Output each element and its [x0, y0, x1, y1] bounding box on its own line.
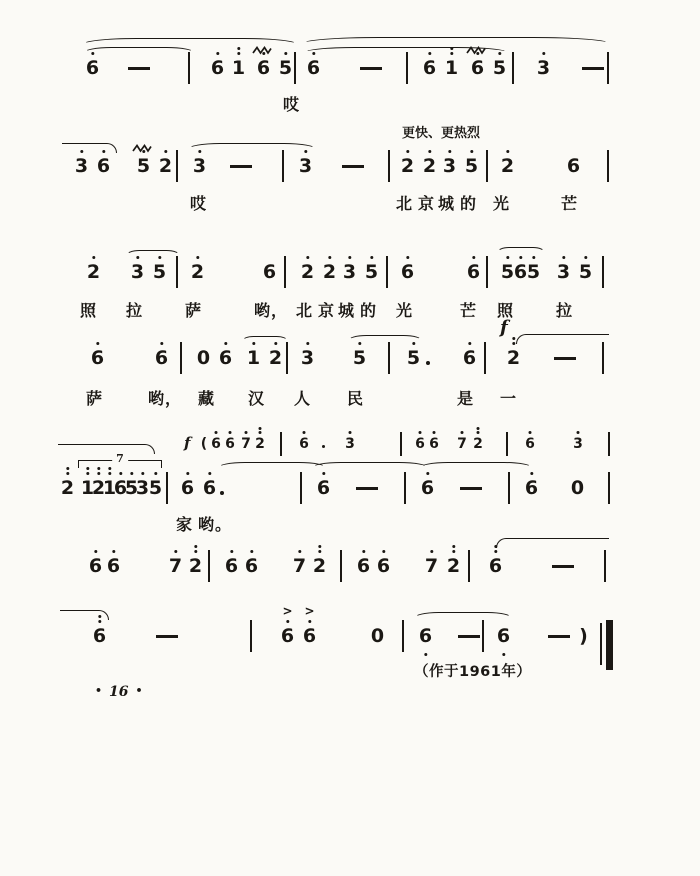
lyric-text: 芒: [561, 194, 579, 213]
tie-hook: [60, 610, 109, 620]
octave-dots-above: [419, 430, 422, 435]
lyric-text: 是: [457, 389, 475, 408]
lyric-text: 哟，: [148, 389, 183, 408]
note-6: 6: [376, 556, 391, 577]
octave-dots-above: [224, 340, 227, 347]
note-2: 2: [188, 556, 203, 577]
note-6: 6: [470, 58, 485, 79]
barline: [608, 472, 610, 504]
note-6: 6: [356, 556, 371, 577]
note-6: 6: [88, 556, 103, 577]
tuplet-number: 7: [112, 453, 128, 464]
parenthesis: (: [200, 436, 208, 452]
note-6: 6: [210, 58, 225, 79]
note-1: 1: [231, 58, 246, 79]
octave-dots-above: [468, 340, 471, 347]
accent-mark: >: [282, 604, 293, 618]
page-bullet-icon: •: [95, 684, 103, 697]
note-6: 6: [316, 478, 331, 499]
note-5: 5: [136, 156, 151, 177]
mordent-icon: [252, 40, 272, 49]
note-6: 6: [106, 556, 121, 577]
lyric-text: 城: [438, 194, 456, 213]
tie-hook: [516, 334, 609, 344]
note-6: 6: [202, 478, 217, 499]
note-2: 2: [322, 262, 337, 283]
note-6: 6: [524, 478, 539, 499]
octave-dots-above: [328, 254, 331, 261]
barline: [166, 472, 168, 504]
duration-dash: [360, 67, 382, 70]
octave-dots-above: [362, 548, 365, 555]
octave-dots-above: [130, 470, 133, 477]
octave-dots-above: [370, 254, 373, 261]
octave-dots-above: [406, 148, 409, 155]
note-6: 6: [566, 155, 581, 177]
lyric-text: 的: [360, 301, 378, 320]
duration-dash: [552, 565, 574, 568]
octave-dots-above: [96, 340, 99, 347]
lyric-text: 照: [497, 301, 515, 320]
octave-dots-above: [250, 548, 253, 555]
note-7: 7: [424, 556, 439, 577]
octave-dots-above: [406, 254, 409, 261]
note-3: 3: [135, 478, 150, 499]
duration-dash: [554, 357, 576, 360]
duration-dash: [342, 165, 364, 168]
lyric-text: 藏: [198, 389, 216, 408]
note-2: 2: [86, 262, 101, 283]
octave-dots-above: [448, 148, 451, 155]
note-2: 2: [446, 556, 461, 577]
note-3: 3: [556, 262, 571, 283]
lyric-text: 民: [347, 389, 365, 408]
note-6: 6: [400, 262, 415, 283]
note-6: 6: [96, 156, 111, 177]
lyric-text: 光: [396, 301, 414, 320]
barline: [208, 550, 210, 582]
octave-dots-above: [470, 148, 473, 155]
octave-dots-above: [382, 548, 385, 555]
duration-dash: [582, 67, 604, 70]
barline: [180, 342, 182, 374]
mordent-icon: [466, 40, 486, 49]
note-6: 6: [496, 626, 511, 647]
note-6: 6: [85, 58, 100, 79]
page-bullet-icon: •: [135, 684, 143, 697]
barline: [176, 150, 178, 182]
slur-tie-arc: [242, 336, 288, 346]
octave-dot-below: [424, 651, 427, 658]
note-5: 5: [406, 348, 421, 369]
note-6: 6: [420, 478, 435, 499]
octave-dots-above: [215, 430, 218, 435]
barline: [340, 550, 342, 582]
octave-dots-above: [584, 254, 587, 261]
note-6: 6: [306, 58, 321, 79]
barline: [486, 256, 488, 288]
note-5: 5: [124, 478, 139, 499]
final-bar-thick: [606, 620, 613, 670]
octave-dots-above: [216, 50, 219, 57]
note-2: 2: [91, 478, 106, 499]
barline: [388, 150, 390, 182]
lyric-text: 人: [294, 389, 312, 408]
note-6: 6: [524, 436, 536, 452]
lyric-text: 照: [80, 301, 98, 320]
final-double-barline: [600, 626, 614, 676]
lyric-text: 哟，: [254, 301, 289, 320]
note-6: 6: [224, 436, 236, 452]
barline: [506, 432, 508, 456]
lyric-text: 芒: [460, 301, 478, 320]
note-6: 6: [462, 348, 477, 369]
octave-dots-above: [348, 254, 351, 261]
note-2: 2: [422, 156, 437, 177]
note-1: 1: [444, 58, 459, 79]
tie-hook: [62, 143, 117, 153]
octave-dots-above: [92, 254, 95, 261]
duration-dash: [460, 487, 482, 490]
octave-dots-above: [164, 148, 167, 155]
slur-tie-arc: [126, 250, 180, 261]
note-6: 6: [224, 556, 239, 577]
barline: [484, 342, 486, 374]
note-7: 7: [240, 436, 252, 452]
note-5: 5: [278, 58, 293, 79]
barline: [468, 550, 470, 582]
barline: [602, 342, 604, 374]
lyric-text: 光: [493, 194, 511, 213]
note-6: 6: [113, 478, 128, 499]
octave-dots-above: [160, 340, 163, 347]
note-3: 3: [74, 156, 89, 177]
slur-tie-arc: [414, 612, 512, 624]
lyric-text: 哎: [283, 95, 301, 114]
octave-dots-above: [306, 340, 309, 347]
note-6: 6: [154, 348, 169, 369]
note-6: 6: [466, 262, 481, 283]
duration-dash: [128, 67, 150, 70]
octave-dots-above: [562, 254, 565, 261]
octave-dots-above: [512, 335, 515, 347]
barline: [400, 432, 402, 456]
barline: [402, 620, 404, 652]
octave-dots-above: [284, 50, 287, 57]
barline: [608, 432, 610, 456]
note-6: 6: [180, 478, 195, 499]
note-5: 5: [152, 262, 167, 283]
slur-tie-arc: [218, 462, 326, 473]
note-3: 3: [300, 348, 315, 369]
composition-date-note: （作于1961年）: [414, 664, 532, 680]
octave-dots-above: [428, 148, 431, 155]
barline: [482, 620, 484, 652]
lyric-text: 一: [500, 389, 518, 408]
note-6: 6: [218, 348, 233, 369]
lyric-text: 萨: [185, 301, 203, 320]
octave-dots-above: [303, 430, 306, 435]
barline: [607, 150, 609, 182]
lyric-text: 的: [460, 194, 478, 213]
note-6: 6: [298, 436, 310, 452]
note-5: 5: [578, 262, 593, 283]
note-2: 2: [400, 156, 415, 177]
octave-dots-above: [186, 470, 189, 477]
lyric-text: 拉: [556, 301, 574, 320]
octave-dots-above: [94, 548, 97, 555]
octave-dots-above: [306, 254, 309, 261]
barline: [388, 342, 390, 374]
rest-note: 0: [570, 477, 585, 499]
octave-dots-above: [194, 543, 197, 555]
barline: [286, 342, 288, 374]
note-6: > 6: [280, 604, 295, 647]
octave-dots-above: [259, 425, 262, 435]
note-5: 5: [464, 156, 479, 177]
note-2: 2: [158, 156, 173, 177]
lyric-text: 城: [338, 301, 356, 320]
note-1: 1: [80, 478, 95, 499]
barline: [280, 432, 282, 456]
note-6: 6: [90, 348, 105, 369]
note-3: 3: [192, 156, 207, 177]
duration-dash: [548, 635, 570, 638]
octave-dots-above: [230, 548, 233, 555]
accent-mark: >: [304, 604, 315, 618]
note-6: 6: [422, 58, 437, 79]
duration-dash: [230, 165, 252, 168]
lyric-text: 北: [296, 301, 314, 320]
note-5: 5: [500, 262, 515, 283]
duration-dash: [356, 487, 378, 490]
octave-dots-above: [308, 618, 311, 625]
mordent-icon: [132, 138, 152, 147]
octave-dots-above: [318, 543, 321, 555]
tie-hook: [496, 538, 609, 548]
octave-dots-above: [196, 254, 199, 261]
parenthesis: ): [579, 625, 588, 647]
octave-dots-above: [245, 430, 248, 435]
tempo-text: 更快、更热烈: [402, 126, 481, 141]
note-3: 3: [130, 262, 145, 283]
barline: [188, 52, 190, 84]
note-2: 2: [300, 262, 315, 283]
octave-dots-above: [530, 470, 533, 477]
note-6: 6: [244, 556, 259, 577]
note-2: 2: [254, 436, 266, 452]
octave-dots-above: [542, 50, 545, 57]
barline: [607, 52, 609, 84]
note-3: 3: [572, 436, 584, 452]
note-7: 7: [168, 556, 183, 577]
dynamic-f: f: [184, 434, 191, 452]
note-6: 6: [262, 261, 277, 283]
note-6: 6: [488, 556, 503, 577]
note-6: > 6: [302, 604, 317, 647]
augmentation-dot: [322, 445, 325, 448]
note-5: 5: [492, 58, 507, 79]
note-3: 3: [344, 436, 356, 452]
note-2: 2: [190, 262, 205, 283]
note-5: 5: [352, 348, 367, 369]
dynamic-f: f: [500, 317, 508, 338]
note-5: 5: [526, 262, 541, 283]
note-7: 7: [456, 436, 468, 452]
note-3: 3: [442, 156, 457, 177]
octave-dots-above: [430, 548, 433, 555]
note-2: 2: [506, 348, 521, 369]
octave-dots-above: [119, 470, 122, 477]
barline: [604, 550, 606, 582]
octave-dots-above: [529, 430, 532, 435]
slur-tie-arc: [312, 462, 428, 473]
barline: [294, 52, 296, 84]
slur-tie-arc: [188, 143, 316, 155]
note-5: 5: [148, 478, 163, 499]
rest-note: 0: [196, 347, 211, 369]
slur-tie-arc: [497, 247, 545, 258]
octave-dots-above: [477, 425, 480, 435]
barline: [486, 150, 488, 182]
barline: [176, 256, 178, 288]
page-number: [88, 684, 150, 700]
note-3: 3: [536, 58, 551, 79]
octave-dots-above: [433, 430, 436, 435]
octave-dots-above: [112, 548, 115, 555]
octave-dots-above: [298, 548, 301, 555]
note-6: 6: [92, 626, 107, 647]
note-2: 2: [312, 556, 327, 577]
barline: [386, 256, 388, 288]
note-2: 2: [472, 436, 484, 452]
lyric-text: 京: [418, 194, 436, 213]
lyric-text: 家: [176, 515, 194, 534]
note-1: 1: [246, 348, 261, 369]
lyric-text: 汉: [248, 389, 266, 408]
octave-dots-above: [506, 148, 509, 155]
note-7: 7: [292, 556, 307, 577]
note-6: 6: [256, 58, 271, 79]
note-3: 3: [298, 156, 313, 177]
note-6: 6: [414, 436, 426, 452]
octave-dots-above: [141, 470, 144, 477]
note-6: 6: [210, 436, 222, 452]
octave-dots-above: [174, 548, 177, 555]
note-2: 2: [500, 156, 515, 177]
note-1: 1: [102, 478, 117, 499]
barline: [508, 472, 510, 504]
augmentation-dot: [426, 361, 430, 365]
duration-dash: [156, 635, 178, 638]
lyric-text: 京: [318, 301, 336, 320]
tie-hook: [58, 444, 155, 454]
octave-dots-above: [577, 430, 580, 435]
note-2: 2: [268, 348, 283, 369]
octave-dots-above: [349, 430, 352, 435]
octave-dots-above: [452, 543, 455, 555]
octave-dots-above: [66, 465, 69, 477]
augmentation-dot: [220, 491, 224, 495]
barline: [284, 256, 286, 288]
note-6: 6: [418, 626, 433, 647]
note-5: 5: [364, 262, 379, 283]
lyric-text: 萨: [86, 389, 104, 408]
barline: [300, 472, 302, 504]
rest-note: 0: [370, 625, 385, 647]
note-2: 2: [60, 478, 75, 499]
final-bar-thin: [600, 623, 602, 665]
duration-dash: [458, 635, 480, 638]
barline: [602, 256, 604, 288]
note-3: 3: [342, 262, 357, 283]
octave-dots-above: [229, 430, 232, 435]
barline: [404, 472, 406, 504]
octave-dots-above: [286, 618, 289, 625]
octave-dots-above: [208, 470, 211, 477]
barline: [512, 52, 514, 84]
octave-dots-above: [472, 254, 475, 261]
page-number-value: 16: [109, 684, 129, 700]
octave-dots-above: [461, 430, 464, 435]
tuplet-7-bracket: [78, 452, 162, 468]
lyric-text: 北: [396, 194, 414, 213]
lyric-text: 哟。: [198, 515, 233, 534]
lyric-text: 拉: [126, 301, 144, 320]
slur-tie-arc: [302, 37, 610, 50]
octave-dot-below: [502, 651, 505, 658]
barline: [250, 620, 252, 652]
note-6: 6: [428, 436, 440, 452]
slur-tie-arc: [348, 335, 422, 346]
lyric-text: 哎: [190, 194, 208, 213]
note-6: 6: [513, 262, 528, 283]
slur-tie-arc: [420, 462, 532, 473]
octave-dots-above: [154, 470, 157, 477]
